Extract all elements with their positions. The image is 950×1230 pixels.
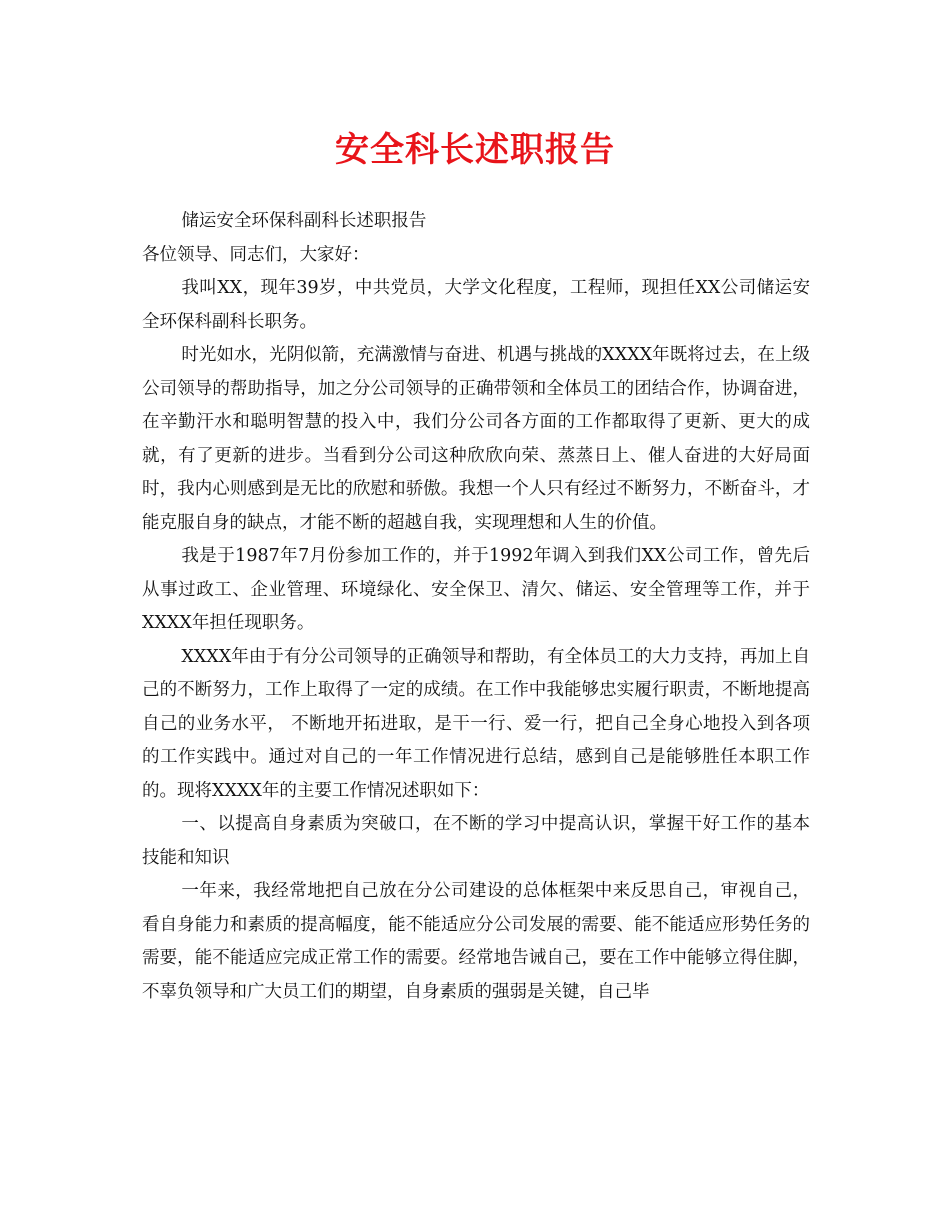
greeting: 各位领导、同志们，大家好：	[142, 244, 370, 265]
paragraph: 时光如水，光阴似箭，充满激情与奋进、机遇与挑战的XXXX年既将过去，在上级公司领导的帮助指导，加之分公司领导的正确带领和全体员工的团结合作，协调奋进，在辛勤汗水和聪明智慧的投入中，我们分公司各方面的工作都取得了更新、更大的成就，有了更新的进步。当看到分公司这种欣欣向荣、蒸蒸日上、催人奋进的大好局面时，我内心则感到是无比的欣慰和骄傲。我想一个人只有经过不断努力，不断奋斗，才能克服自身的缺点，才能不断的超越自我，实现理想和人生的价值。	[142, 345, 810, 533]
paragraph: 一年来，我经常地把自己放在分公司建设的总体框架中来反思自己，审视自己，看自身能力和素质的提高幅度，能不能适应分公司发展的需要、能不能适应形势任务的需要，能不能适应完成正常工作的需要。经常地告诫自己，要在工作中能够立得住脚，不辜负领导和广大员工们的期望，自身素质的强弱是关键，自己毕	[142, 881, 810, 1002]
document-subtitle: 储运安全环保科副科长述职报告	[181, 211, 427, 231]
paragraph: 我是于1987年7月份参加工作的，并于1992年调入到我们XX公司工作，曾先后从事过政工、企业管理、环境绿化、安全保卫、清欠、储运、安全管理等工作，并于XXXX年担任现职务。	[142, 546, 810, 633]
paragraph: XXXX年由于有分公司领导的正确领导和帮助，有全体员工的大力支持，再加上自己的不断努力，工作上取得了一定的成绩。在工作中我能够忠实履行职责，不断地提高自己的业务水平， 不断地开拓进取，是干一行、爱一行，把自己全身心地投入到各项的工作实践中。通过对自己的一年工作情况进行总结，感到自己是能够胜任本职工作的。现将XXXX年的主要工作情况述职如下：	[142, 646, 810, 801]
paragraph: 我叫XX，现年39岁，中共党员，大学文化程度，工程师，现担任XX公司储运安全环保科副科长职务。	[142, 278, 810, 332]
document-body	[142, 205, 810, 1009]
document-title: 安全科长述职报告	[335, 130, 615, 170]
section-heading: 一、以提高自身素质为突破口，在不断的学习中提高认识，掌握干好工作的基本技能和知识	[142, 814, 810, 868]
